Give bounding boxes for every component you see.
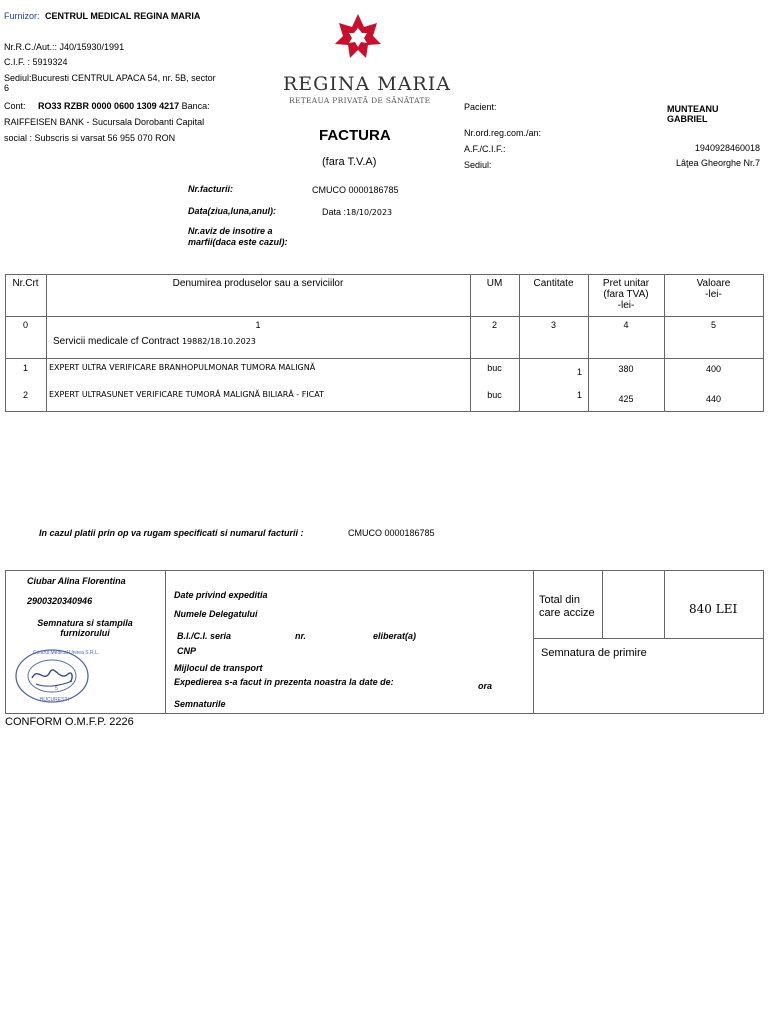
index-cell-4: 4 xyxy=(623,320,629,330)
star-logo-icon xyxy=(333,12,383,64)
sign-label-line2: furnizorului xyxy=(60,628,110,638)
aviz-label-1: Nr.aviz de insotire a xyxy=(188,226,273,236)
row2-name: EXPERT ULTRASUNET VERIFICARE TUMORĂ MALIGNĂ BILIARĂ - FICAT xyxy=(49,390,324,399)
receipt-signature-label: Semnatura de primire xyxy=(541,647,647,659)
contract-value: 19882/18.10.2023 xyxy=(181,337,256,346)
header-value-line1: Valoare xyxy=(696,278,731,289)
patient-label: Pacient: xyxy=(464,102,497,112)
stamp-icon xyxy=(14,648,90,704)
aviz-label-2: marfii(daca este cazul): xyxy=(188,237,288,247)
invoice-date xyxy=(322,207,392,217)
hour-label: ora xyxy=(478,681,493,691)
index-cell-5: 5 xyxy=(710,320,716,330)
supplier-address-line1: Sediul:Bucuresti CENTRUL APACA 54, nr. 5B, sector xyxy=(4,73,216,83)
header-qty: Cantitate xyxy=(533,278,574,289)
supplier-label: Furnizor: xyxy=(4,11,40,21)
supplier-bank: RAIFFEISEN BANK - Sucursala Dorobanti Capital xyxy=(4,117,205,127)
patient-cif-value: 1940928460018 xyxy=(694,143,760,153)
row2-um: buc xyxy=(487,390,502,400)
stamp-number: 5 xyxy=(55,686,58,692)
bi-nr-label: nr. xyxy=(295,631,307,641)
total-label-line1: Total din xyxy=(539,594,580,606)
stamp-city: BUCUREȘTI xyxy=(40,697,69,703)
patient-address-value: Lâţea Gheorghe Nr.7 xyxy=(675,158,760,168)
header-value-line2: -lei- xyxy=(705,289,722,300)
signatures-label: Semnaturile xyxy=(174,699,226,709)
header-price xyxy=(588,278,664,311)
invoice-title: FACTURA xyxy=(319,127,391,144)
payment-note-value: CMUCO 0000186785 xyxy=(348,528,435,538)
header-nrcrt: Nr.Crt xyxy=(12,278,39,289)
index-cell-0: 0 xyxy=(22,320,28,330)
row2-value: 440 xyxy=(705,394,722,404)
header-price-line2: (fara TVA) xyxy=(603,289,649,300)
invoice-date-label: Data(ziua,luna,anul): xyxy=(188,206,277,216)
invoice-nr-value: CMUCO 0000186785 xyxy=(312,185,399,195)
total-label xyxy=(539,594,595,620)
index-cell-2: 2 xyxy=(491,320,497,330)
account-value: RO33 RZBR 0000 0600 1309 4217 xyxy=(38,101,180,111)
header-price-line3: -lei- xyxy=(617,300,635,311)
row1-price: 380 xyxy=(618,364,634,374)
logo-tagline: REȚEAUA PRIVATĂ DE SĂNĂTATE xyxy=(289,96,431,105)
contract-line xyxy=(53,336,256,347)
header-price-line1: Pret unitar xyxy=(602,278,650,289)
contract-prefix: Servicii medicale cf Contract xyxy=(53,336,182,347)
supplier-line xyxy=(4,11,200,21)
invoice-date-value: 18/10/2023 xyxy=(346,208,393,217)
bank-label: Banca: xyxy=(181,101,210,111)
row2-nr: 2 xyxy=(22,390,28,400)
row2-qty: 1 xyxy=(576,390,582,400)
account-label: Cont: xyxy=(4,101,26,111)
invoice-subtitle: (fara T.V.A) xyxy=(322,156,377,168)
supplier-address-line2: 6 xyxy=(4,83,10,93)
signer-name: Ciubar Alina Florentina xyxy=(27,576,126,586)
row1-value: 400 xyxy=(705,364,722,374)
transport-label: Mijlocul de transport xyxy=(174,663,263,673)
supplier-cif: C.I.F. : 5919324 xyxy=(4,57,68,67)
supplier-reg-com: Nr.R.C./Aut.:: J40/15930/1991 xyxy=(4,42,125,52)
row1-qty: 1 xyxy=(576,367,582,377)
patient-cif-label: A.F./C.I.F.: xyxy=(464,144,506,154)
expedition-title: Date privind expeditia xyxy=(174,590,268,600)
header-value xyxy=(664,278,763,300)
sign-label-line1: Semnatura si stampila xyxy=(37,618,133,628)
index-cell-3: 3 xyxy=(550,320,556,330)
row1-name: EXPERT ULTRA VERIFICARE BRANHOPULMONAR TUMORA MALIGNĂ xyxy=(49,363,316,372)
total-label-line2: care accize xyxy=(539,607,595,619)
patient-name-line1: MUNTEANU xyxy=(667,104,719,114)
cnp-label: CNP xyxy=(177,646,197,656)
patient-name-line2: GABRIEL xyxy=(667,114,708,124)
patient-address-label: Sediul: xyxy=(464,160,492,170)
index-cell-1: 1 xyxy=(255,320,261,330)
bi-series-label: B.I./C.I. seria xyxy=(177,631,232,641)
supplier-capital: social : Subscris si varsat 56 955 070 RON xyxy=(4,133,176,143)
signer-id: 2900320340946 xyxy=(27,596,93,606)
invoice-nr-label: Nr.facturii: xyxy=(188,184,234,194)
bi-issued-label: eliberat(a) xyxy=(373,631,417,641)
logo-brand: REGINA MARIA xyxy=(283,73,451,95)
row1-um: buc xyxy=(487,363,502,373)
stamp-text: Centrul Medical Unirea S.R.L. xyxy=(33,650,100,656)
invoice-date-prefix: Data : xyxy=(322,207,347,217)
payment-note: In cazul platii prin op va rugam specificati si numarul facturii : xyxy=(39,528,304,538)
total-value: 840 LEI xyxy=(689,602,738,616)
row2-price: 425 xyxy=(618,394,634,404)
header-name: Denumirea produselor sau a serviciilor xyxy=(172,278,344,289)
header-um: UM xyxy=(486,278,503,289)
patient-nr-ord-label: Nr.ord.reg.com./an: xyxy=(464,128,542,138)
delegate-label: Numele Delegatului xyxy=(174,609,258,619)
expedition-date-label: Expedierea s-a facut in prezenta noastra la date de: xyxy=(174,677,394,687)
conform-note: CONFORM O.M.F.P. 2226 xyxy=(5,716,134,728)
row1-nr: 1 xyxy=(22,363,28,373)
supplier-name: CENTRUL MEDICAL REGINA MARIA xyxy=(45,11,201,21)
supplier-signature-label xyxy=(5,618,165,638)
supplier-account xyxy=(4,101,210,111)
